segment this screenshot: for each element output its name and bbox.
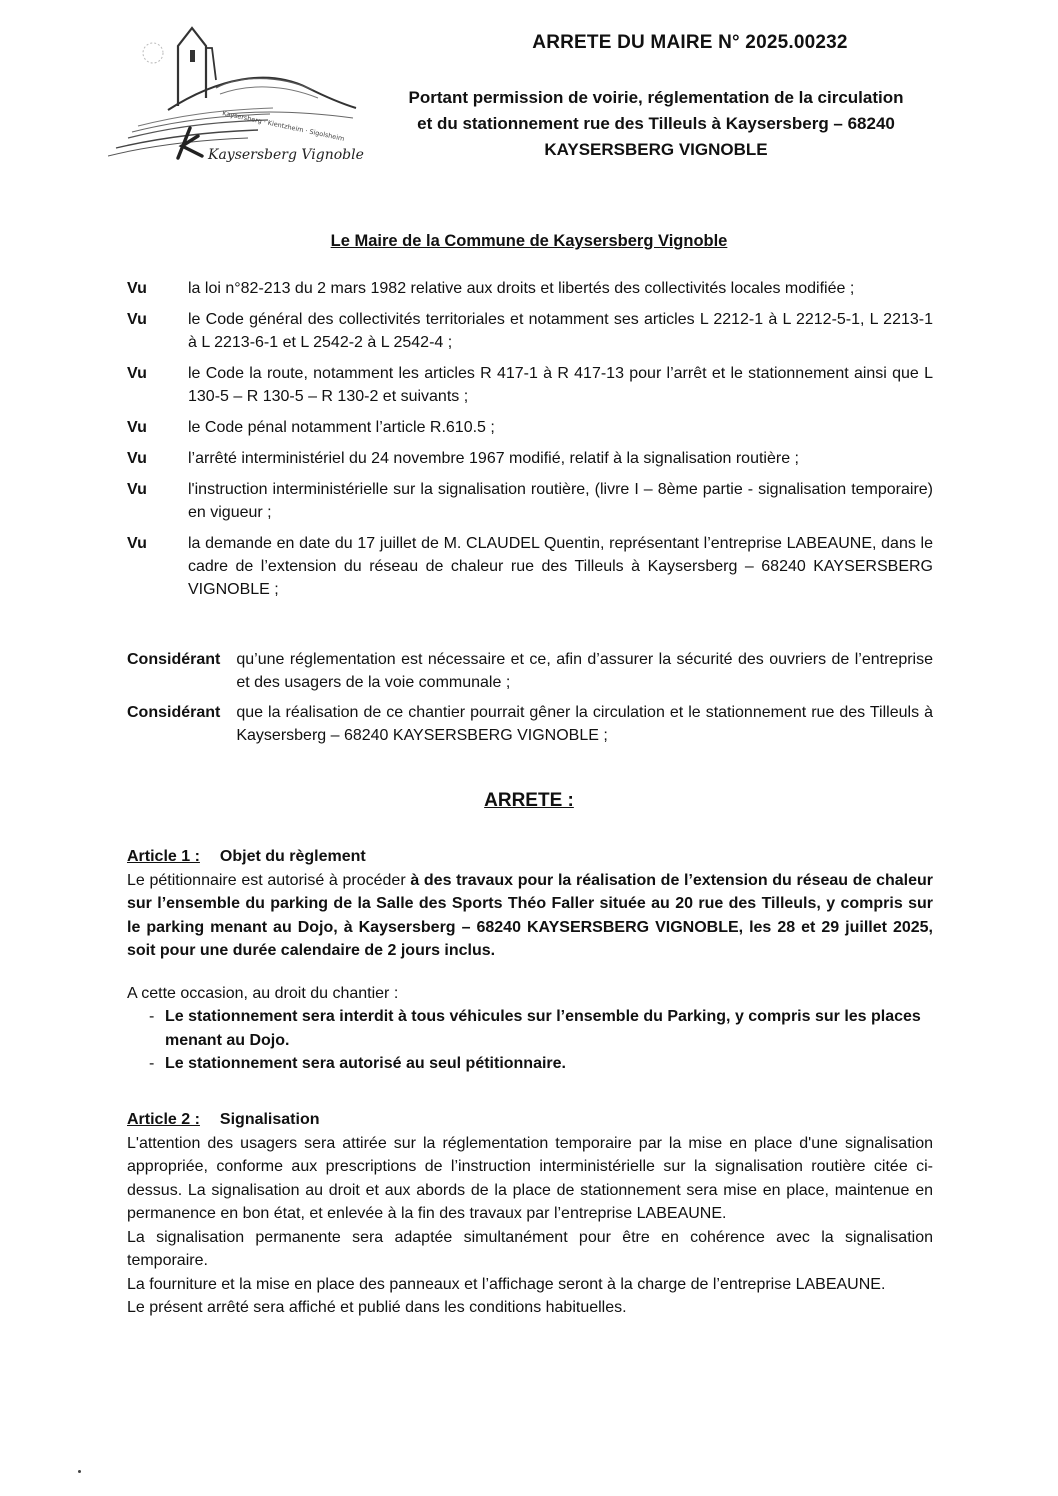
article-bold-body: à des travaux pour la réalisation de l’extension du réseau de chaleur sur l’ensemble du parking de la Salle des Sports Théo Faller située au 20 rue des Tilleuls, y compris sur le parking menant au Dojo, à Kaysersberg – 68240 KAYSERSBERG VIGNOBLE, les 28 et 29 juillet 2025, soit pour une durée calendaire de 2 jours inclus. [127, 871, 934, 959]
arrete-heading: ARRETE : [484, 790, 574, 811]
considerant-text: que la réalisation de ce chantier pourrait gêner la circulation et le stationnement rue des Tilleuls à Kaysersberg – 68240 KAYSERSBERG VIGNOBLE ; [236, 704, 933, 744]
article-heading [127, 1108, 933, 1132]
considerant-item [127, 648, 933, 694]
article-2 [127, 1108, 933, 1320]
vu-item [127, 532, 933, 601]
vu-text: le Code pénal notamment l’article R.610.5 ; [188, 419, 495, 436]
vu-label: Vu [127, 365, 147, 382]
subtitle-line: et du stationnement rue des Tilleuls à Kaysersberg – 68240 [417, 114, 895, 133]
considerant-text: qu’une réglementation est nécessaire et ce, afin d’assurer la sécurité des ouvriers de l’entreprise et des usagers de la voie communale ; [236, 651, 933, 691]
article-number: Article 2 : [127, 1111, 200, 1128]
vu-item [127, 362, 933, 408]
vu-item [127, 277, 933, 300]
article-paragraph: L'attention des usagers sera attirée sur la réglementation temporaire par la mise en place d'une signalisation appropriée, conforme aux prescriptions de l’instruction interministérielle sur la signalisation routière citée ci-dessus. La signalisation au droit et aux abords de la place de stationnement sera mise en place, maintenue en permanence en bon état, et enlevée à la fin des travaux par l’entreprise LABEAUNE. [127, 1134, 933, 1222]
article-1 [127, 845, 933, 1076]
article-intro: Le pétitionnaire est autorisé à procéder [127, 871, 411, 889]
vu-text: la demande en date du 17 juillet de M. CLAUDEL Quentin, représentant l’entreprise LABEAUNE, dans le cadre de l’extension du réseau de chaleur rue des Tilleuls à Kaysersberg – 68240 KAYSERSBERG VIGNOBLE ; [188, 535, 933, 598]
vu-label: Vu [127, 311, 147, 328]
decree-subtitle [376, 85, 936, 163]
article-heading [127, 845, 933, 869]
vu-item [127, 416, 933, 439]
mayor-heading: Le Maire de la Commune de Kaysersberg Vignoble [330, 232, 728, 250]
vu-label: Vu [127, 481, 147, 498]
vu-text: la loi n°82-213 du 2 mars 1982 relative aux droits et libertés des collectivités locales modifiée ; [188, 280, 855, 297]
vu-label: Vu [127, 419, 147, 436]
vu-label: Vu [127, 450, 147, 467]
considerant-list [127, 648, 933, 754]
logo-ribbon-text: Kaysersberg · Kientzheim · Sigolsheim [221, 109, 346, 143]
article-title: Objet du règlement [219, 848, 366, 865]
article-paragraph: La signalisation permanente sera adaptée simultanément pour être en cohérence avec la signalisation temporaire. [127, 1228, 933, 1269]
bullet-dash: - [149, 1055, 155, 1072]
article-paragraph: La fourniture et la mise en place des panneaux et l’affichage seront à la charge de l’entreprise LABEAUNE. [127, 1275, 886, 1293]
vu-text: l’arrêté interministériel du 24 novembre 1967 modifié, relatif à la signalisation routière ; [188, 450, 799, 467]
logo-wordmark: Kaysersberg Vignoble [208, 147, 364, 163]
vu-text: le Code la route, notamment les articles R 417-1 à R 417-13 pour l’arrêt et le stationnement ainsi que L 130-5 – R 130-5 – R 130-2 et suivants ; [188, 365, 933, 405]
article-number: Article 1 : [127, 848, 200, 865]
vu-item [127, 478, 933, 524]
list-item-text: Le stationnement sera interdit à tous véhicules sur l’ensemble du Parking, y compris sur les places menant au Dojo. [165, 1008, 921, 1049]
vu-item [127, 308, 933, 354]
scan-speck [78, 1470, 81, 1473]
considerant-item [127, 701, 933, 747]
restriction-list [127, 1005, 933, 1076]
vu-text: l'instruction interministérielle sur la signalisation routière, (livre I – 8ème partie - signalisation temporaire) en vigueur ; [188, 481, 933, 521]
list-item [127, 1005, 933, 1052]
considerant-label: Considérant [127, 704, 221, 721]
subtitle-line: Portant permission de voirie, réglementation de la circulation [408, 88, 904, 107]
article-paragraph: Le présent arrêté sera affiché et publié dans les conditions habituelles. [127, 1299, 627, 1316]
commune-logo [108, 18, 368, 168]
vu-label: Vu [127, 280, 147, 297]
list-item-text: Le stationnement sera autorisé au seul pétitionnaire. [165, 1055, 566, 1072]
vu-text: le Code général des collectivités territoriales et notamment ses articles L 2212-1 à L 2212-5-1, L 2213-1 à L 2213-6-1 et L 2542-2 à L 2542-4 ; [188, 311, 933, 351]
vu-item [127, 447, 933, 470]
article-body [127, 869, 933, 963]
kaysersberg-vignoble-logo-icon [108, 18, 368, 168]
list-item [127, 1052, 933, 1076]
article-title: Signalisation [219, 1111, 320, 1128]
bullet-dash: - [149, 1008, 155, 1025]
vu-list [127, 277, 933, 609]
considerant-label: Considérant [127, 651, 221, 668]
vu-label: Vu [127, 535, 147, 552]
subtitle-line: KAYSERSBERG VIGNOBLE [544, 140, 768, 159]
decree-title: ARRETE DU MAIRE N° 2025.00232 [532, 32, 848, 53]
article-occasion: A cette occasion, au droit du chantier : [127, 984, 399, 1002]
